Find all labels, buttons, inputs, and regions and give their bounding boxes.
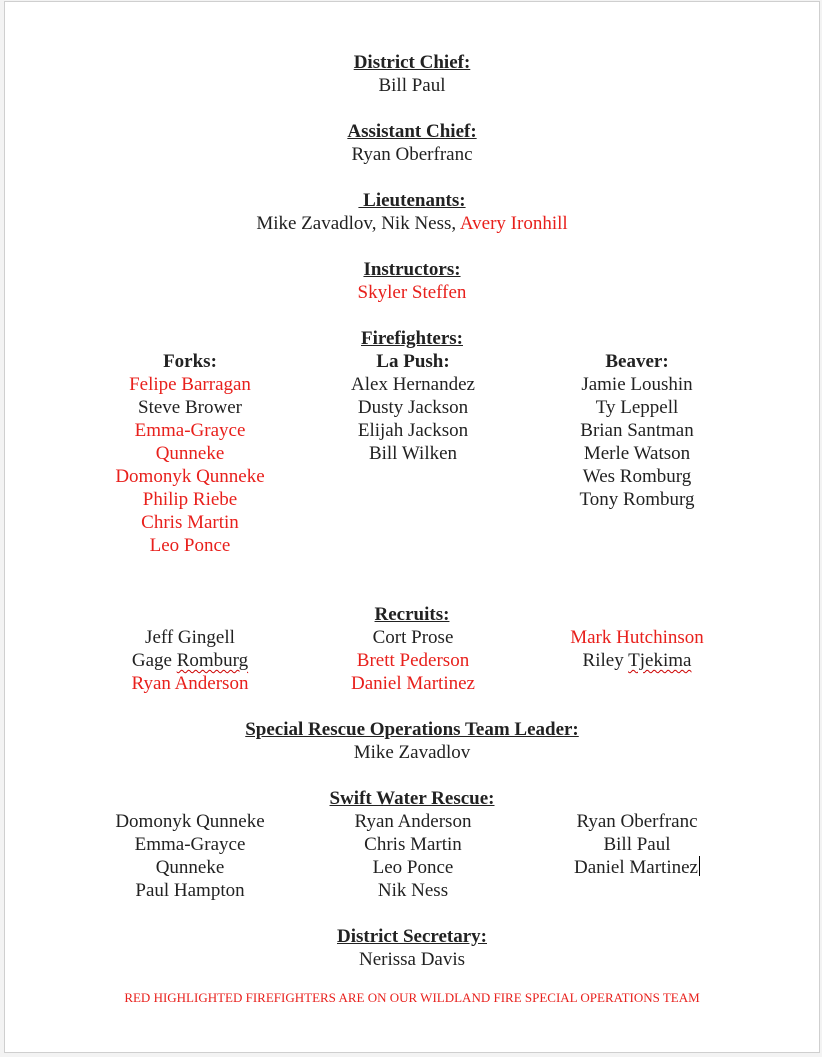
list-item: Bill Wilken <box>368 443 458 464</box>
list-item: Mark Hutchinson <box>570 627 704 648</box>
list-item: Bill Paul <box>603 834 671 855</box>
district-chief-name: Bill Paul <box>378 75 446 96</box>
list-item: Paul Hampton <box>135 880 245 901</box>
forks-heading: Forks: <box>163 351 217 372</box>
beaver-column <box>507 350 767 511</box>
list-item: Alex Hernandez <box>351 374 475 395</box>
swift-water-column-3 <box>507 810 767 879</box>
list-item: Wes Romburg <box>582 466 692 487</box>
list-item: Ryan Anderson <box>131 673 249 694</box>
recruits-column-3 <box>507 626 767 672</box>
list-item: Brian Santman <box>580 420 694 441</box>
list-item: Jeff Gingell <box>145 627 235 648</box>
sro-heading: Special Rescue Operations Team Leader: <box>245 719 579 740</box>
list-item <box>507 856 767 879</box>
recruits-column-2 <box>283 626 543 695</box>
list-item: Domonyk Qunneke <box>115 811 265 832</box>
list-item: Emma-Grayce <box>134 834 246 855</box>
forks-column <box>60 350 320 557</box>
list-item: Emma-Grayce <box>134 420 246 441</box>
name-part: Riley <box>582 650 629 671</box>
list-item: Merle Watson <box>583 443 691 464</box>
list-item: Felipe Barragan <box>129 374 251 395</box>
lieutenants-names-red: Avery Ironhill <box>459 213 568 234</box>
la-push-column <box>283 350 543 465</box>
secretary-name: Nerissa Davis <box>358 949 466 970</box>
lieutenants-names <box>5 212 819 235</box>
lieutenants-names-black: Mike Zavadlov, Nik Ness, <box>256 213 460 234</box>
swift-water-column-2 <box>283 810 543 902</box>
name-part: Gage <box>131 650 177 671</box>
list-item: Domonyk Qunneke <box>115 466 265 487</box>
list-item: Dusty Jackson <box>357 397 469 418</box>
la-push-heading: La Push: <box>376 351 450 372</box>
recruits-heading: Recruits: <box>374 604 450 625</box>
list-item: Ryan Anderson <box>354 811 472 832</box>
list-item: Jamie Loushin <box>581 374 693 395</box>
assistant-chief-name: Ryan Oberfranc <box>351 144 473 165</box>
list-item: Chris Martin <box>141 512 239 533</box>
beaver-heading: Beaver: <box>605 351 669 372</box>
list-item: Steve Brower <box>138 397 242 418</box>
list-item: Nik Ness <box>377 880 449 901</box>
list-item <box>60 649 320 672</box>
list-item: Leo Ponce <box>372 857 454 878</box>
list-item: Qunneke <box>155 443 225 464</box>
list-item: Chris Martin <box>364 834 462 855</box>
secretary-heading: District Secretary: <box>337 926 487 947</box>
list-item: Ty Leppell <box>595 397 679 418</box>
list-item: Ryan Oberfranc <box>576 811 698 832</box>
lieutenants-heading: Lieutenants: <box>358 190 466 211</box>
document-page[interactable] <box>4 1 820 1053</box>
firefighters-heading: Firefighters: <box>361 328 463 349</box>
list-item: Daniel Martinez <box>351 673 475 694</box>
instructors-name: Skyler Steffen <box>357 282 467 303</box>
district-chief-heading: District Chief: <box>353 52 471 73</box>
list-item <box>507 649 767 672</box>
list-item: Elijah Jackson <box>357 420 469 441</box>
footer-note: RED HIGHLIGHTED FIREFIGHTERS ARE ON OUR WILDLAND FIRE SPECIAL OPERATIONS TEAM <box>124 990 700 1005</box>
spellcheck-word: Romburg <box>176 650 249 671</box>
list-item: Qunneke <box>155 857 225 878</box>
name-text: Daniel Martinez <box>574 857 698 878</box>
recruits-column-1 <box>60 626 320 695</box>
assistant-chief-heading: Assistant Chief: <box>347 121 477 142</box>
swift-water-heading: Swift Water Rescue: <box>329 788 495 809</box>
list-item: Philip Riebe <box>142 489 238 510</box>
text-cursor <box>699 856 700 876</box>
sro-name: Mike Zavadlov <box>353 742 471 763</box>
list-item: Cort Prose <box>372 627 454 648</box>
list-item: Tony Romburg <box>579 489 695 510</box>
instructors-heading: Instructors: <box>363 259 461 280</box>
spellcheck-word: Tjekima <box>628 650 692 671</box>
swift-water-column-1 <box>60 810 320 902</box>
list-item: Brett Pederson <box>356 650 470 671</box>
list-item: Leo Ponce <box>149 535 231 556</box>
